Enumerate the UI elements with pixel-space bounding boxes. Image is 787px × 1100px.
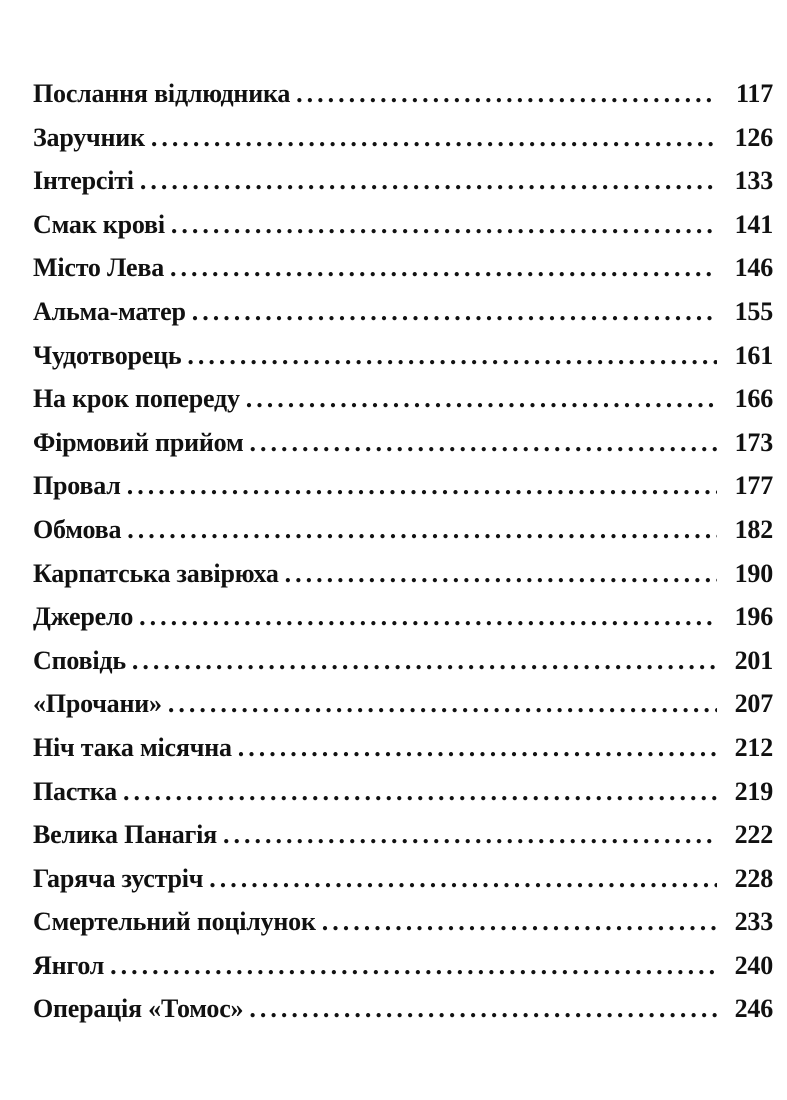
toc-dot-leader xyxy=(209,864,717,894)
toc-entry-title: Пастка xyxy=(33,776,117,806)
toc-dot-leader xyxy=(223,820,717,850)
toc-dot-leader xyxy=(296,79,717,109)
toc-entry-page: 155 xyxy=(734,296,773,326)
toc-entry xyxy=(33,384,773,428)
toc-dot-leader xyxy=(132,646,717,676)
toc-dot-leader xyxy=(139,602,717,632)
toc-entry xyxy=(33,210,773,254)
toc-entry-title: Послання відлюдника xyxy=(33,79,291,108)
toc-entry-title: Карпатська завірюха xyxy=(33,558,279,588)
toc-dot-leader xyxy=(171,210,717,240)
toc-entry-page: 212 xyxy=(734,732,773,762)
toc-entry-title: Джерело xyxy=(33,602,134,632)
toc-dot-leader xyxy=(238,733,717,763)
toc-entry xyxy=(33,689,773,733)
toc-entry-title: Смак крові xyxy=(33,209,165,239)
toc-entry-page: 219 xyxy=(734,776,773,806)
toc-entry xyxy=(33,123,773,167)
toc-entry-page: 222 xyxy=(734,820,773,850)
toc-entry-page: 240 xyxy=(734,950,773,980)
toc-entry-title: Альма-матер xyxy=(33,296,186,326)
toc-dot-leader xyxy=(110,951,717,981)
toc-entry xyxy=(33,733,773,777)
toc-entry xyxy=(33,297,773,341)
toc-dot-leader xyxy=(285,559,717,589)
toc-entry-title: На крок попереду xyxy=(33,384,240,414)
toc-entry xyxy=(33,646,773,690)
toc-dot-leader xyxy=(192,297,717,327)
toc-entry-title: Чудотворець xyxy=(33,340,182,370)
toc-entry xyxy=(33,341,773,385)
toc-entry xyxy=(33,559,773,603)
toc-entry xyxy=(33,777,773,821)
toc-entry-page: 246 xyxy=(734,994,773,1024)
toc-entry-title: Місто Лева xyxy=(33,253,165,283)
toc-entry-title: «Прочани» xyxy=(33,689,162,719)
toc-entry-page: 133 xyxy=(734,166,773,196)
toc-entry xyxy=(33,471,773,515)
toc-entry-page: 233 xyxy=(734,907,773,937)
toc-entry-page: 117 xyxy=(736,79,773,108)
toc-entry xyxy=(33,79,773,123)
toc-entry-title: Сповідь xyxy=(33,645,126,675)
toc-dot-leader xyxy=(246,384,717,414)
toc-dot-leader xyxy=(123,777,717,807)
toc-entry-title: Гаряча зустріч xyxy=(33,863,204,893)
toc-entry-page: 126 xyxy=(734,122,773,152)
toc-dot-leader xyxy=(322,907,717,937)
toc-entry-page: 201 xyxy=(734,645,773,675)
toc-entry-page: 161 xyxy=(734,340,773,370)
toc-dot-leader xyxy=(140,166,717,196)
toc-dot-leader xyxy=(168,689,717,719)
toc-entry xyxy=(33,253,773,297)
toc-entry-page: 166 xyxy=(734,384,773,414)
toc-entry-page: 177 xyxy=(734,471,773,501)
toc-dot-leader xyxy=(170,253,717,283)
toc-entry-title: Смертельний поцілунок xyxy=(33,907,316,937)
toc-entry-title: Провал xyxy=(33,471,121,501)
toc-entry-title: Обмова xyxy=(33,514,122,544)
toc-entry xyxy=(33,994,773,1038)
toc-dot-leader xyxy=(127,515,717,545)
toc-dot-leader xyxy=(187,341,717,371)
toc-entry xyxy=(33,864,773,908)
toc-entry-title: Ніч така місячна xyxy=(33,732,232,762)
toc-dot-leader xyxy=(151,123,717,153)
toc-entry xyxy=(33,820,773,864)
toc-entry xyxy=(33,907,773,951)
toc-entry-page: 190 xyxy=(734,558,773,588)
table-of-contents xyxy=(33,79,773,1038)
toc-entry xyxy=(33,951,773,995)
toc-entry-page: 146 xyxy=(734,253,773,283)
toc-dot-leader xyxy=(127,471,717,501)
toc-dot-leader xyxy=(249,428,717,458)
toc-entry xyxy=(33,428,773,472)
toc-entry-page: 141 xyxy=(734,209,773,239)
toc-entry-title: Операція «Томос» xyxy=(33,994,244,1024)
toc-entry xyxy=(33,166,773,210)
toc-entry-title: Велика Панагія xyxy=(33,820,218,850)
toc-entry-page: 228 xyxy=(734,863,773,893)
toc-entry-title: Заручник xyxy=(33,122,145,152)
toc-entry xyxy=(33,602,773,646)
toc-entry-page: 207 xyxy=(734,689,773,719)
toc-entry-page: 173 xyxy=(734,427,773,457)
toc-entry-title: Інтерсіті xyxy=(33,166,134,196)
toc-dot-leader xyxy=(249,994,717,1024)
toc-entry-page: 182 xyxy=(734,514,773,544)
toc-entry xyxy=(33,515,773,559)
toc-entry-title: Янгол xyxy=(33,950,105,980)
toc-entry-page: 196 xyxy=(734,602,773,632)
toc-entry-title: Фірмовий прийом xyxy=(33,427,244,457)
